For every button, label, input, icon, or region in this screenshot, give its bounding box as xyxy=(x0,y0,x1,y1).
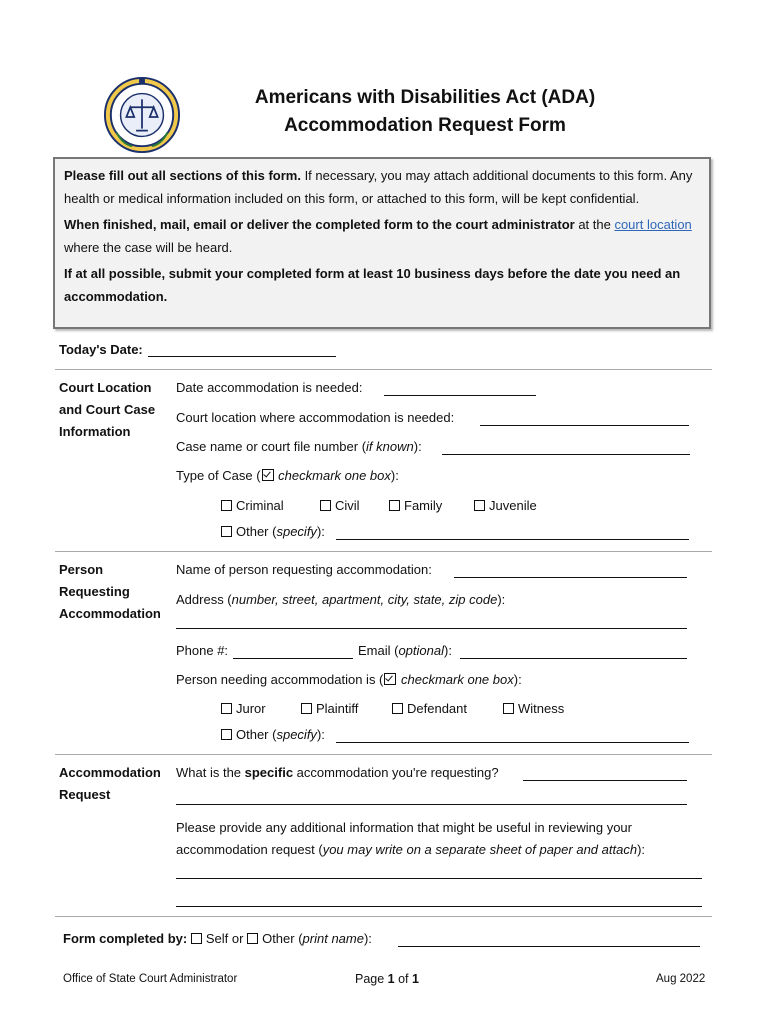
additional-info-label-line1: Please provide any additional information that might be useful in reviewing your xyxy=(176,820,632,835)
email-italic: optional xyxy=(398,643,444,658)
specific-accommodation-field[interactable] xyxy=(523,780,687,781)
instructions-box xyxy=(53,157,711,329)
other-italic: specify xyxy=(276,524,317,539)
instructions-paragraph-2 xyxy=(64,214,700,259)
option-label: Defendant xyxy=(407,701,467,716)
type-of-case-label xyxy=(176,468,399,483)
role-witness[interactable] xyxy=(503,701,564,716)
email-field[interactable] xyxy=(460,658,687,659)
court-location-link[interactable]: court location xyxy=(614,217,692,232)
self-option: Self or xyxy=(205,931,244,946)
section2-label-line: Accommodation xyxy=(59,606,161,621)
other-end: ): xyxy=(316,524,325,539)
date-needed-field[interactable] xyxy=(384,395,536,396)
divider xyxy=(55,369,712,370)
type-text: Type of Case ( xyxy=(176,468,261,483)
instructions-2-bold: When finished, mail, email or deliver the completed form to the court administrator xyxy=(64,217,575,232)
type-end: ): xyxy=(390,468,399,483)
section-court-location-label xyxy=(59,377,169,443)
address-italic: number, street, apartment, city, state, zip code xyxy=(231,592,498,607)
section-person-label xyxy=(59,559,169,625)
case-type-other[interactable] xyxy=(221,524,325,539)
instructions-paragraph-3 xyxy=(64,263,700,308)
divider xyxy=(55,754,712,755)
section3-label-line: Request xyxy=(59,787,111,802)
instructions-3-bold: If at all possible, submit your completed form at least 10 business days before the date you need an accommodation. xyxy=(64,266,681,304)
case-name-end: ): xyxy=(413,439,422,454)
address-end: ): xyxy=(497,592,506,607)
address-field[interactable] xyxy=(176,628,687,629)
checkbox-icon[interactable] xyxy=(389,500,400,511)
other-italic: specify xyxy=(276,727,317,742)
q-text: What is the xyxy=(176,765,245,780)
section-accommodation-label xyxy=(59,762,169,806)
additional-info-field-line2[interactable] xyxy=(176,906,702,907)
page-num: 1 xyxy=(387,972,395,986)
info-text: accommodation request ( xyxy=(176,842,323,857)
option-label: Juvenile xyxy=(489,498,537,513)
page-of: of xyxy=(394,972,412,986)
email-end: ): xyxy=(444,643,452,658)
court-location-field[interactable] xyxy=(480,425,689,426)
completed-by-label: Form completed by: xyxy=(63,931,188,946)
section2-label-line: Requesting xyxy=(59,584,130,599)
case-name-text: Case name or court file number ( xyxy=(176,439,367,454)
instructions-paragraph-1 xyxy=(64,165,700,210)
footer-page-number xyxy=(355,972,419,986)
other-italic: print name xyxy=(302,931,364,946)
role-other-field[interactable] xyxy=(336,742,689,743)
checkbox-icon[interactable] xyxy=(247,933,258,944)
form-completed-by-row xyxy=(63,931,372,946)
court-location-label: Court location where accommodation is needed: xyxy=(176,410,455,425)
email-label xyxy=(358,643,452,658)
case-type-criminal[interactable] xyxy=(221,498,284,513)
email-text: Email ( xyxy=(358,643,399,658)
footer-date: Aug 2022 xyxy=(656,973,706,985)
section3-label-line: Accommodation xyxy=(59,765,161,780)
role-other[interactable] xyxy=(221,727,325,742)
checkbox-icon[interactable] xyxy=(221,526,232,537)
checkbox-icon[interactable] xyxy=(221,703,232,714)
page-text: Page xyxy=(355,972,388,986)
type-italic: checkmark one box xyxy=(278,468,391,483)
phone-field[interactable] xyxy=(233,658,353,659)
specific-accommodation-field-line2[interactable] xyxy=(176,804,687,805)
role-juror[interactable] xyxy=(221,701,266,716)
additional-info-field-line1[interactable] xyxy=(176,878,702,879)
role-plaintiff[interactable] xyxy=(301,701,358,716)
address-label xyxy=(176,592,505,607)
divider xyxy=(55,551,712,552)
checkmark-box-icon xyxy=(262,469,274,481)
address-text: Address ( xyxy=(176,592,232,607)
divider xyxy=(55,916,712,917)
role-end: ): xyxy=(513,672,522,687)
form-title-line2: Accommodation Request Form xyxy=(284,115,566,136)
case-type-civil[interactable] xyxy=(320,498,360,513)
role-text: Person needing accommodation is ( xyxy=(176,672,384,687)
option-label: Plaintiff xyxy=(316,701,359,716)
phone-label: Phone #: xyxy=(176,643,229,658)
checkbox-icon[interactable] xyxy=(320,500,331,511)
other-end: ): xyxy=(316,727,325,742)
checkbox-icon[interactable] xyxy=(503,703,514,714)
option-label: Criminal xyxy=(236,498,284,513)
other-end: ): xyxy=(363,931,372,946)
checkmark-box-icon xyxy=(384,673,396,685)
page-total: 1 xyxy=(412,972,419,986)
specific-accommodation-label xyxy=(176,765,499,780)
instructions-2-text: at the xyxy=(574,217,615,232)
section2-label-line: Person xyxy=(59,562,104,577)
info-end: ): xyxy=(637,842,646,857)
checkbox-icon[interactable] xyxy=(191,933,202,944)
case-name-italic: if known xyxy=(366,439,414,454)
todays-date-field[interactable] xyxy=(148,356,336,357)
option-label: Witness xyxy=(518,701,565,716)
section1-label-line: Court Location xyxy=(59,380,152,395)
checkbox-icon[interactable] xyxy=(474,500,485,511)
checkbox-icon[interactable] xyxy=(301,703,312,714)
case-type-family[interactable] xyxy=(389,498,442,513)
footer-office: Office of State Court Administrator xyxy=(63,973,238,985)
other-text: Other ( xyxy=(236,727,277,742)
date-needed-label: Date accommodation is needed: xyxy=(176,380,363,395)
option-label: Family xyxy=(404,498,443,513)
option-label: Civil xyxy=(335,498,360,513)
instructions-1-bold: Please fill out all sections of this form. xyxy=(64,168,301,183)
print-name-field[interactable] xyxy=(398,946,700,947)
option-label: Juror xyxy=(236,701,266,716)
case-type-juvenile[interactable] xyxy=(474,498,537,513)
person-role-label xyxy=(176,672,522,687)
requester-name-label: Name of person requesting accommodation: xyxy=(176,562,432,577)
other-text: Other ( xyxy=(262,931,303,946)
checkbox-icon[interactable] xyxy=(392,703,403,714)
additional-info-label-line2 xyxy=(176,842,645,857)
checkbox-icon[interactable] xyxy=(221,500,232,511)
instructions-1-text: If necessary, you may attach additional documents to this form. Any health or medical information included on this form, or attached to this form, will be kept confidential. xyxy=(64,168,693,206)
q-end: accommodation you're requesting? xyxy=(293,765,499,780)
other-text: Other ( xyxy=(236,524,277,539)
instructions-2-end: where the case will be heard. xyxy=(64,239,233,255)
requester-name-field[interactable] xyxy=(454,577,687,578)
case-name-label xyxy=(176,439,422,454)
todays-date-row xyxy=(59,342,143,357)
case-name-field[interactable] xyxy=(442,454,690,455)
form-title-line1: Americans with Disabilities Act (ADA) xyxy=(254,87,596,108)
q-bold: specific xyxy=(244,765,294,780)
info-italic: you may write on a separate sheet of paper and attach xyxy=(322,842,638,857)
section1-label-line: and Court Case xyxy=(59,402,156,417)
role-defendant[interactable] xyxy=(392,701,467,716)
role-italic: checkmark one box xyxy=(401,672,514,687)
case-type-other-field[interactable] xyxy=(336,539,689,540)
north-dakota-courts-seal xyxy=(103,76,181,154)
checkbox-icon[interactable] xyxy=(221,729,232,740)
todays-date-label: Today's Date: xyxy=(59,342,143,357)
section1-label-line: Information xyxy=(59,424,131,439)
